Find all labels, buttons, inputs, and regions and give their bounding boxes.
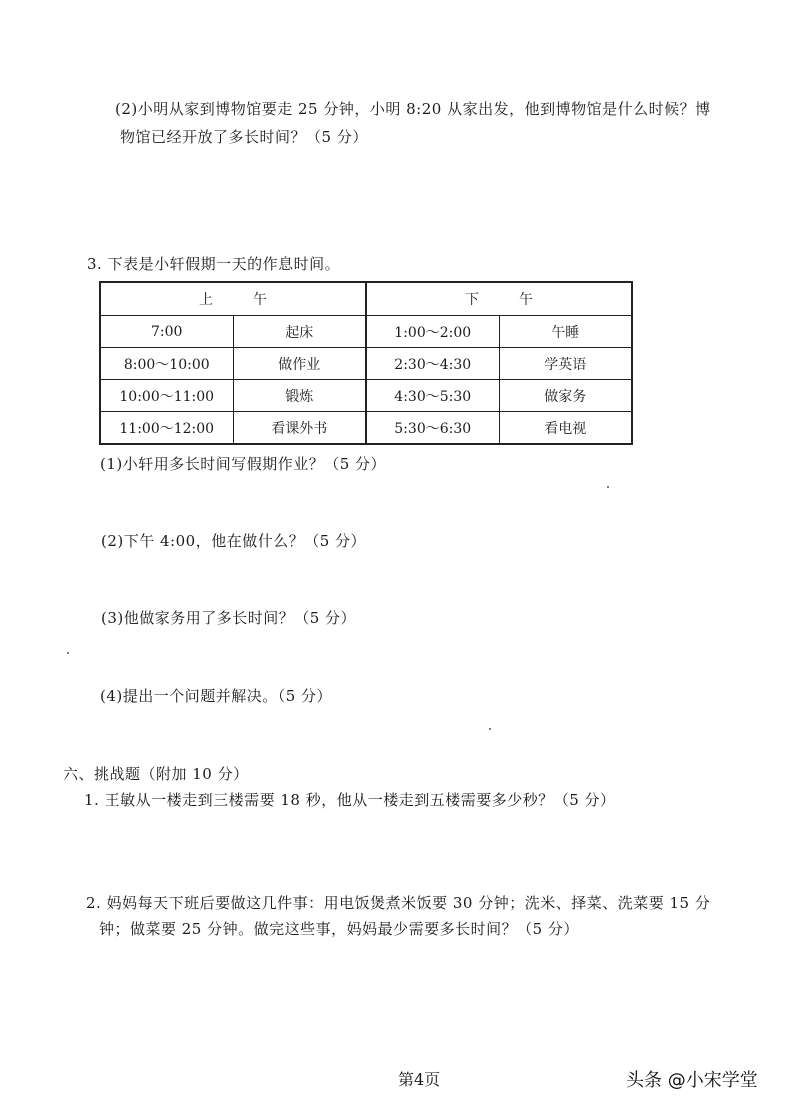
pm-activity: 看电视: [499, 412, 632, 445]
am-time: 7:00: [100, 316, 233, 348]
question-3-sub-1: (1)小轩用多长时间写假期作业？（5 分）: [100, 455, 387, 473]
scan-speck: [607, 486, 609, 488]
watermark: 头条 @小宋学堂: [626, 1070, 758, 1091]
scan-speck: [489, 728, 491, 730]
section-6-title: 六、挑战题（附加 10 分）: [63, 765, 249, 783]
am-time: 10:00～11:00: [100, 380, 233, 412]
table-header-row: [100, 282, 632, 316]
question-2-line-1: (2)小明从家到博物馆要走 25 分钟，小明 8:20 从家出发，他到博物馆是什么时候？博: [115, 100, 711, 118]
pm-activity: 学英语: [499, 348, 632, 380]
pm-activity: 午睡: [499, 316, 632, 348]
table-row: [100, 412, 632, 445]
question-2-line-2: 物馆已经开放了多长时间？（5 分）: [120, 128, 368, 146]
schedule-table: [99, 281, 633, 445]
challenge-question-2-line-2: 钟；做菜要 25 分钟。做完这些事，妈妈最少需要多长时间？（5 分）: [99, 920, 579, 938]
am-time: 11:00～12:00: [100, 412, 233, 445]
am-activity: 起床: [233, 316, 366, 348]
afternoon-header: 下午: [366, 282, 632, 316]
question-3-sub-2: (2)下午 4:00，他在做什么？（5 分）: [101, 532, 367, 550]
question-3-intro: 3. 下表是小轩假期一天的作息时间。: [87, 255, 341, 273]
pm-time: 2:30～4:30: [366, 348, 499, 380]
pm-time: 4:30～5:30: [366, 380, 499, 412]
challenge-question-2-line-1: 2. 妈妈每天下班后要做这几件事：用电饭煲煮米饭要 30 分钟；洗米、择菜、洗菜要 15 分: [86, 894, 711, 912]
pm-activity: 做家务: [499, 380, 632, 412]
am-time: 8:00～10:00: [100, 348, 233, 380]
am-activity: 看课外书: [233, 412, 366, 445]
scan-speck: [67, 652, 69, 654]
pm-time: 5:30～6:30: [366, 412, 499, 445]
am-activity: 做作业: [233, 348, 366, 380]
table-row: [100, 380, 632, 412]
pm-time: 1:00～2:00: [366, 316, 499, 348]
page-number: 第4页: [398, 1070, 441, 1089]
question-3-sub-3: (3)他做家务用了多长时间？（5 分）: [101, 609, 357, 627]
question-3-sub-4: (4)提出一个问题并解决。（5 分）: [100, 687, 333, 705]
am-activity: 锻炼: [233, 380, 366, 412]
morning-header: 上午: [100, 282, 366, 316]
challenge-question-1: 1. 王敏从一楼走到三楼需要 18 秒，他从一楼走到五楼需要多少秒？（5 分）: [84, 791, 616, 809]
table-row: [100, 316, 632, 348]
table-row: [100, 348, 632, 380]
